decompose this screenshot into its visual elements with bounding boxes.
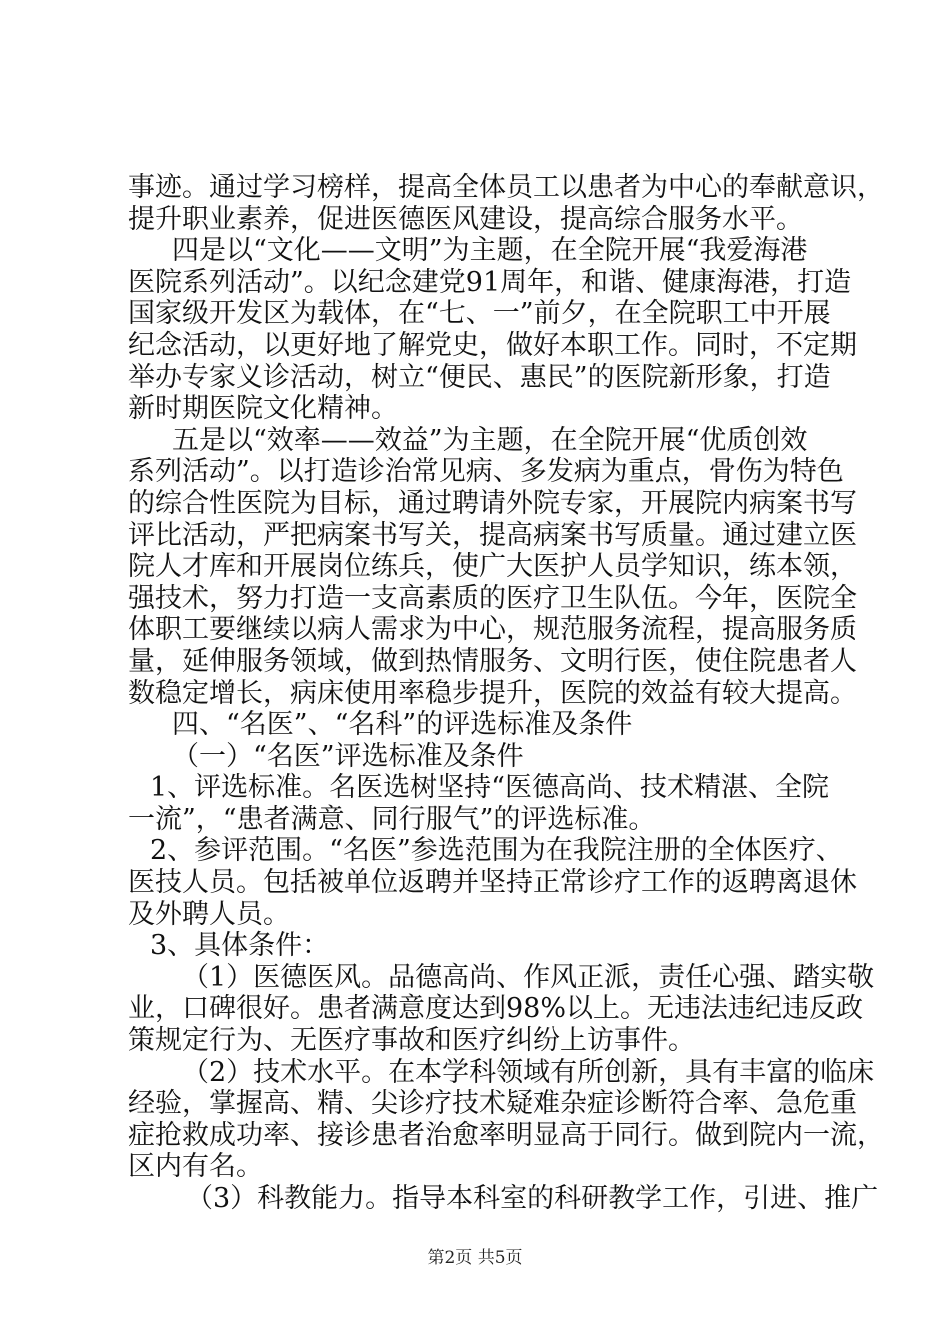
text-line: 国家级开发区为载体，在“七、一”前夕，在全院职工中开展 bbox=[128, 298, 831, 330]
text-line: 院人才库和开展岗位练兵，使广大医护人员学知识，练本领， bbox=[128, 551, 857, 583]
text-line: 业，口碑很好。患者满意度达到98%以上。无违法违纪违反政 bbox=[128, 993, 864, 1025]
document-body bbox=[128, 172, 884, 1215]
item-3-start: 3、具体条件： bbox=[150, 930, 330, 962]
text-line: 经验，掌握高、精、尖诊疗技术疑难杂症诊断符合率、急危重 bbox=[128, 1088, 857, 1120]
text-line: 强技术，努力打造一支高素质的医疗卫生队伍。今年，医院全 bbox=[128, 582, 857, 614]
item-2-start: 2、参评范围。“名医”参选范围为在我院注册的全体医疗、 bbox=[150, 835, 843, 867]
item-1-start: 1、评选标准。名医选树坚持“医德高尚、技术精湛、全院 bbox=[150, 772, 829, 804]
condition-2-start: （2）技术水平。在本学科领域有所创新，具有丰富的临床 bbox=[182, 1056, 875, 1088]
text-line: 策规定行为、无医疗事故和医疗纠纷上访事件。 bbox=[128, 1025, 695, 1057]
page-number-footer: 第2页 共5页 bbox=[427, 1248, 523, 1268]
text-line: 数稳定增长，病床使用率稳步提升，医院的效益有较大提高。 bbox=[128, 677, 857, 709]
text-line: 医院系列活动”。以纪念建党91周年，和谐、健康海港，打造 bbox=[128, 266, 852, 298]
text-line: 医技人员。包括被单位返聘并坚持正常诊疗工作的返聘离退休 bbox=[128, 867, 857, 899]
paragraph-5-start: 五是以“效率——效益”为主题，在全院开展“优质创效 bbox=[172, 424, 808, 456]
text-line: 区内有名。 bbox=[128, 1151, 263, 1183]
text-line: 一流”，“患者满意、同行服气”的评选标准。 bbox=[128, 803, 656, 835]
paragraph-4-start: 四是以“文化——文明”为主题，在全院开展“我爱海港 bbox=[172, 235, 808, 267]
text-line: 量，延伸服务领域，做到热情服务、文明行医，使住院患者人 bbox=[128, 645, 857, 677]
text-line: 的综合性医院为目标，通过聘请外院专家，开展院内病案书写 bbox=[128, 487, 857, 519]
text-line: 举办专家义诊活动，树立“便民、惠民”的医院新形象，打造 bbox=[128, 361, 831, 393]
text-line: 及外聘人员。 bbox=[128, 898, 290, 930]
text-line: 新时期医院文化精神。 bbox=[128, 393, 398, 425]
text-line: 症抢救成功率、接诊患者治愈率明显高于同行。做到院内一流， bbox=[128, 1119, 884, 1151]
text-line: 体职工要继续以病人需求为中心，规范服务流程，提高服务质 bbox=[128, 614, 857, 646]
text-line: 提升职业素养，促进医德医风建设，提高综合服务水平。 bbox=[128, 203, 803, 235]
condition-1-start: （1）医德医风。品德高尚、作风正派，责任心强、踏实敬 bbox=[182, 961, 875, 993]
text-line: 系列活动”。以打造诊治常见病、多发病为重点，骨伤为特色 bbox=[128, 456, 844, 488]
text-line: 纪念活动，以更好地了解党史，做好本职工作。同时，不定期 bbox=[128, 329, 857, 361]
subsection-heading: （一）“名医”评选标准及条件 bbox=[172, 740, 524, 772]
section-heading: 四、“名医”、“名科”的评选标准及条件 bbox=[172, 709, 633, 741]
condition-3-start: （3）科教能力。指导本科室的科研教学工作，引进、推广 bbox=[186, 1183, 879, 1214]
text-line: 事迹。通过学习榜样，提高全体员工以患者为中心的奉献意识， bbox=[128, 172, 884, 203]
text-line: 评比活动，严把病案书写关，提高病案书写质量。通过建立医 bbox=[128, 519, 857, 551]
